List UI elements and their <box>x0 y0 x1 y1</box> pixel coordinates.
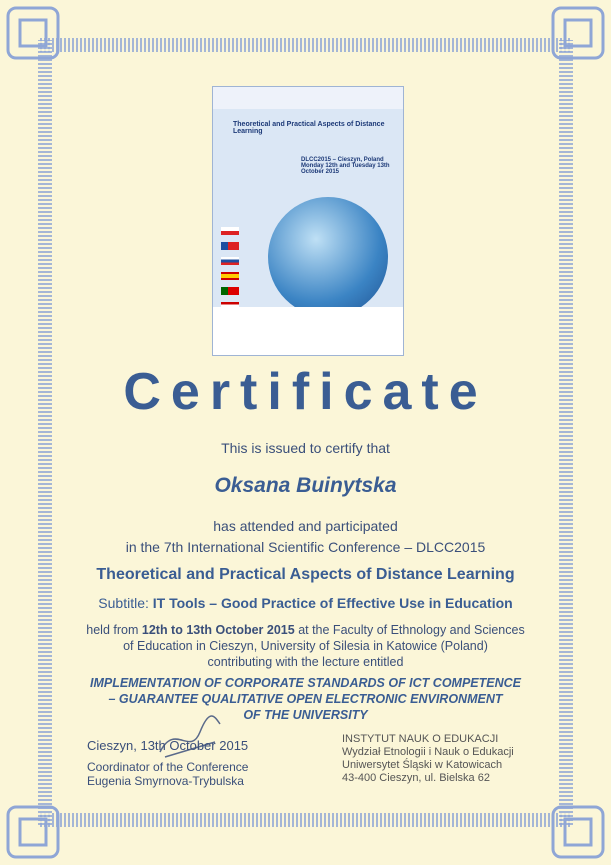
border-bottom <box>40 813 571 827</box>
stamp-line4: 43-400 Cieszyn, ul. Bielska 62 <box>342 772 490 784</box>
conference-title: Theoretical and Practical Aspects of Distance Learning <box>96 566 515 583</box>
border-top <box>40 38 571 52</box>
conference-text: in the 7th International Scientific Conference – DLCC2015 <box>125 539 486 555</box>
held-line2: of Education in Cieszyn, University of Silesia in Katowice (Poland) <box>123 639 488 653</box>
lecture-line2: – GUARANTEE QUALITATIVE OPEN ELECTRONIC ENVIRONMENT <box>108 692 503 706</box>
poster-title: Theoretical and Practical Aspects of Distance Learning <box>233 121 385 135</box>
attended-text: has attended and participated <box>213 518 398 534</box>
lecture-line3: OF THE UNIVERSITY <box>243 708 368 722</box>
coordinator-role: Coordinator of the Conference <box>87 760 249 774</box>
intro-text: This is issued to certify that <box>221 440 390 456</box>
subtitle-line <box>0 595 611 611</box>
recipient-name: Oksana Buinytska <box>214 474 397 497</box>
stamp-line2: Wydział Etnologii i Nauk o Edukacji <box>342 746 514 758</box>
coordinator-name: Eugenia Smyrnova-Trybulska <box>87 774 244 788</box>
lecture-title <box>0 675 611 723</box>
place-date: Cieszyn, 13th October 2015 <box>87 738 249 753</box>
subtitle-text: IT Tools – Good Practice of Effective Use in Education <box>152 595 513 611</box>
poster-dates: DLCC2015 – Cieszyn, Poland Monday 12th and Tuesday 13th October 2015 <box>301 157 390 175</box>
conference-poster <box>212 86 404 356</box>
held-text <box>0 622 611 670</box>
certificate-heading: Certificate <box>123 363 488 421</box>
held-line3: contributing with the lecture entitled <box>207 655 404 669</box>
stamp-line3: Uniwersytet Śląski w Katowicach <box>342 759 503 771</box>
poster-header <box>213 87 403 109</box>
institution-stamp <box>342 733 514 785</box>
lecture-line1: IMPLEMENTATION OF CORPORATE STANDARDS OF ICT COMPETENCE <box>89 676 521 690</box>
corner-ornament-bottom-left <box>4 803 62 861</box>
corner-ornament-top-right <box>549 4 607 62</box>
sponsor-logos <box>213 307 403 355</box>
subtitle-label: Subtitle: <box>98 595 149 611</box>
held-prefix: held from <box>86 623 139 637</box>
held-dates: 12th to 13th October 2015 <box>141 623 295 637</box>
signature-icon <box>155 712 225 762</box>
corner-ornament-top-left <box>4 4 62 62</box>
stamp-line1: INSTYTUT NAUK O EDUKACJI <box>342 733 499 745</box>
globe-icon <box>268 197 388 317</box>
corner-ornament-bottom-right <box>549 803 607 861</box>
held-suffix: at the Faculty of Ethnology and Sciences <box>298 623 525 637</box>
